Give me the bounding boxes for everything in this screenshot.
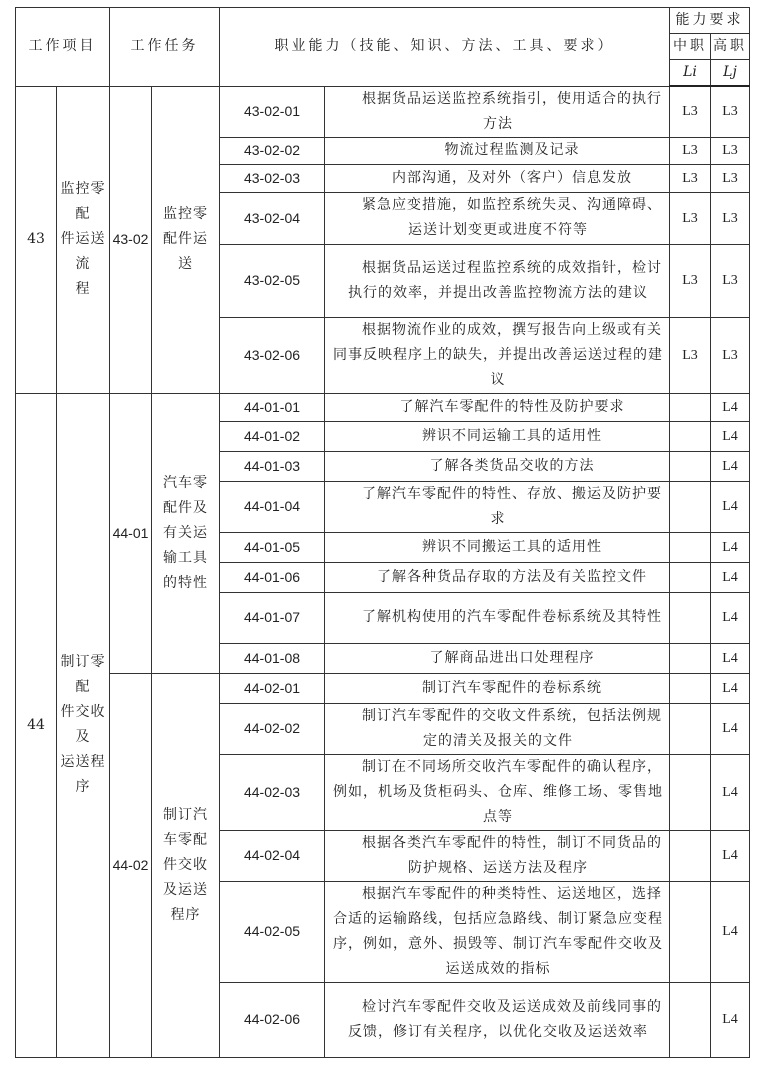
ability-code: 43-02-03 xyxy=(220,164,325,192)
ability-description-text: 制订汽车零配件的交收文件系统，包括法例规定的清关及报关的文件 xyxy=(362,707,662,749)
ability-description-text: 根据汽车零配件的种类特性、运送地区，选择合适的运输路线，包括应急路线、制订紧急应变程序，例如，意外、损毁等、制订汽车零配件交收及运送成效的指标 xyxy=(333,885,663,977)
ability-code: 44-01-02 xyxy=(220,421,325,451)
header-lj: Lj xyxy=(711,60,750,87)
ability-description-text: 根据货品运送监控系统指引，使用适合的执行方法 xyxy=(362,90,662,132)
ability-code: 44-02-06 xyxy=(220,982,325,1057)
ability-code: 43-02-06 xyxy=(220,317,325,393)
level-lj: L4 xyxy=(711,421,750,451)
ability-description xyxy=(325,317,670,393)
header-requirement: 能力要求 xyxy=(670,8,750,34)
level-lj: L4 xyxy=(711,754,750,830)
level-li xyxy=(670,982,711,1057)
ability-code: 43-02-02 xyxy=(220,137,325,164)
ability-description xyxy=(325,86,670,137)
ability-description-text: 紧急应变措施，如监控系统失灵、沟通障碍、运送计划变更或进度不符等 xyxy=(362,197,662,238)
level-lj: L3 xyxy=(711,164,750,192)
level-lj: L4 xyxy=(711,830,750,881)
ability-code: 44-02-03 xyxy=(220,754,325,830)
table-row xyxy=(16,393,750,421)
task-name: 制订汽 车零配 件交收 及运送 程序 xyxy=(152,673,220,1057)
ability-description-text: 了解商品进出口处理程序 xyxy=(429,649,595,666)
header-li: Li xyxy=(670,60,711,87)
ability-code: 44-01-06 xyxy=(220,562,325,592)
level-li: L3 xyxy=(670,317,711,393)
level-lj: L3 xyxy=(711,192,750,244)
header-ability: 职业能力（技能、知识、方法、工具、要求） xyxy=(220,8,670,87)
ability-description-text: 了解机构使用的汽车零配件卷标系统及其特性 xyxy=(362,609,662,625)
task-name: 汽车零 配件及 有关运 输工具 的特性 xyxy=(152,393,220,673)
ability-code: 43-02-04 xyxy=(220,192,325,244)
task-code: 43-02 xyxy=(110,86,152,393)
task-name: 监控零 配件运 送 xyxy=(152,86,220,393)
level-lj: L3 xyxy=(711,137,750,164)
header-project: 工作项目 xyxy=(16,8,110,87)
ability-description-text: 物流过程监测及记录 xyxy=(444,142,580,158)
ability-code: 44-01-04 xyxy=(220,481,325,532)
ability-description-text: 制订在不同场所交收汽车零配件的确认程序，例如，机场及货柜码头、仓库、维修工场、零售地点等 xyxy=(333,758,663,825)
ability-code: 44-02-04 xyxy=(220,830,325,881)
level-li xyxy=(670,562,711,592)
ability-description xyxy=(325,673,670,703)
ability-description-text: 辨识不同搬运工具的适用性 xyxy=(422,538,602,555)
level-lj: L4 xyxy=(711,881,750,982)
level-lj: L4 xyxy=(711,982,750,1057)
ability-code: 44-01-07 xyxy=(220,592,325,643)
level-li xyxy=(670,451,711,481)
ability-description xyxy=(325,592,670,643)
level-li xyxy=(670,532,711,562)
ability-description xyxy=(325,137,670,164)
level-lj: L3 xyxy=(711,86,750,137)
ability-description xyxy=(325,830,670,881)
table-row xyxy=(16,673,750,703)
level-li xyxy=(670,881,711,982)
level-lj: L4 xyxy=(711,673,750,703)
level-lj: L4 xyxy=(711,481,750,532)
ability-description-text: 内部沟通，及对外（客户）信息发放 xyxy=(392,169,632,186)
project-number: 44 xyxy=(16,393,57,1057)
project-name: 监控零配 件运送流 程 xyxy=(57,86,110,393)
level-lj: L4 xyxy=(711,393,750,421)
ability-description-text: 了解各种货品存取的方法及有关监控文件 xyxy=(377,568,647,585)
level-li xyxy=(670,421,711,451)
table-row xyxy=(16,86,750,137)
ability-description-text: 辨识不同运输工具的适用性 xyxy=(422,427,602,444)
level-li xyxy=(670,673,711,703)
ability-description-text: 根据货品运送过程监控系统的成效指针，检讨执行的效率，并提出改善监控物流方法的建议 xyxy=(348,259,662,301)
level-lj: L3 xyxy=(711,317,750,393)
level-lj: L3 xyxy=(711,244,750,317)
ability-description-text: 了解汽车零配件的特性、存放、搬运及防护要求 xyxy=(362,485,662,527)
ability-description xyxy=(325,532,670,562)
ability-code: 44-01-01 xyxy=(220,393,325,421)
ability-description-text: 了解各类货品交收的方法 xyxy=(429,457,595,474)
level-lj: L4 xyxy=(711,451,750,481)
level-li: L3 xyxy=(670,164,711,192)
task-code: 44-01 xyxy=(110,393,152,673)
ability-description xyxy=(325,881,670,982)
ability-description-text: 检讨汽车零配件交收及运送成效及前线同事的反馈，修订有关程序，以优化交收及运送效率 xyxy=(348,998,662,1040)
ability-description-text: 根据各类汽车零配件的特性，制订不同货品的防护规格、运送方法及程序 xyxy=(362,834,662,876)
ability-description-text: 根据物流作业的成效，撰写报告向上级或有关同事反映程序上的缺失，并提出改善运送过程的建议 xyxy=(333,321,663,388)
project-name: 制订零配 件交收及 运送程序 xyxy=(57,393,110,1057)
level-lj: L4 xyxy=(711,562,750,592)
level-li: L3 xyxy=(670,244,711,317)
ability-description xyxy=(325,562,670,592)
ability-description xyxy=(325,481,670,532)
task-code: 44-02 xyxy=(110,673,152,1057)
level-lj: L4 xyxy=(711,592,750,643)
competency-table xyxy=(15,7,750,1058)
ability-code: 44-02-02 xyxy=(220,703,325,754)
level-lj: L4 xyxy=(711,643,750,673)
ability-description xyxy=(325,192,670,244)
ability-description-text: 了解汽车零配件的特性及防护要求 xyxy=(399,398,625,415)
ability-description xyxy=(325,164,670,192)
ability-description xyxy=(325,643,670,673)
ability-description xyxy=(325,982,670,1057)
ability-description xyxy=(325,244,670,317)
ability-description xyxy=(325,754,670,830)
ability-description-text: 制订汽车零配件的卷标系统 xyxy=(422,679,602,696)
ability-code: 44-01-08 xyxy=(220,643,325,673)
level-li xyxy=(670,481,711,532)
level-lj: L4 xyxy=(711,532,750,562)
project-number: 43 xyxy=(16,86,57,393)
level-li xyxy=(670,703,711,754)
ability-description xyxy=(325,421,670,451)
level-li: L3 xyxy=(670,137,711,164)
ability-description xyxy=(325,703,670,754)
level-li: L3 xyxy=(670,86,711,137)
level-li xyxy=(670,393,711,421)
ability-description xyxy=(325,393,670,421)
level-li: L3 xyxy=(670,192,711,244)
header-mid: 中职 xyxy=(670,34,711,60)
level-li xyxy=(670,830,711,881)
ability-code: 44-01-03 xyxy=(220,451,325,481)
level-li xyxy=(670,643,711,673)
ability-code: 44-02-01 xyxy=(220,673,325,703)
ability-code: 44-01-05 xyxy=(220,532,325,562)
header-task: 工作任务 xyxy=(110,8,220,87)
level-lj: L4 xyxy=(711,703,750,754)
ability-code: 44-02-05 xyxy=(220,881,325,982)
ability-code: 43-02-01 xyxy=(220,86,325,137)
ability-description xyxy=(325,451,670,481)
ability-code: 43-02-05 xyxy=(220,244,325,317)
level-li xyxy=(670,754,711,830)
header-high: 高职 xyxy=(711,34,750,60)
level-li xyxy=(670,592,711,643)
